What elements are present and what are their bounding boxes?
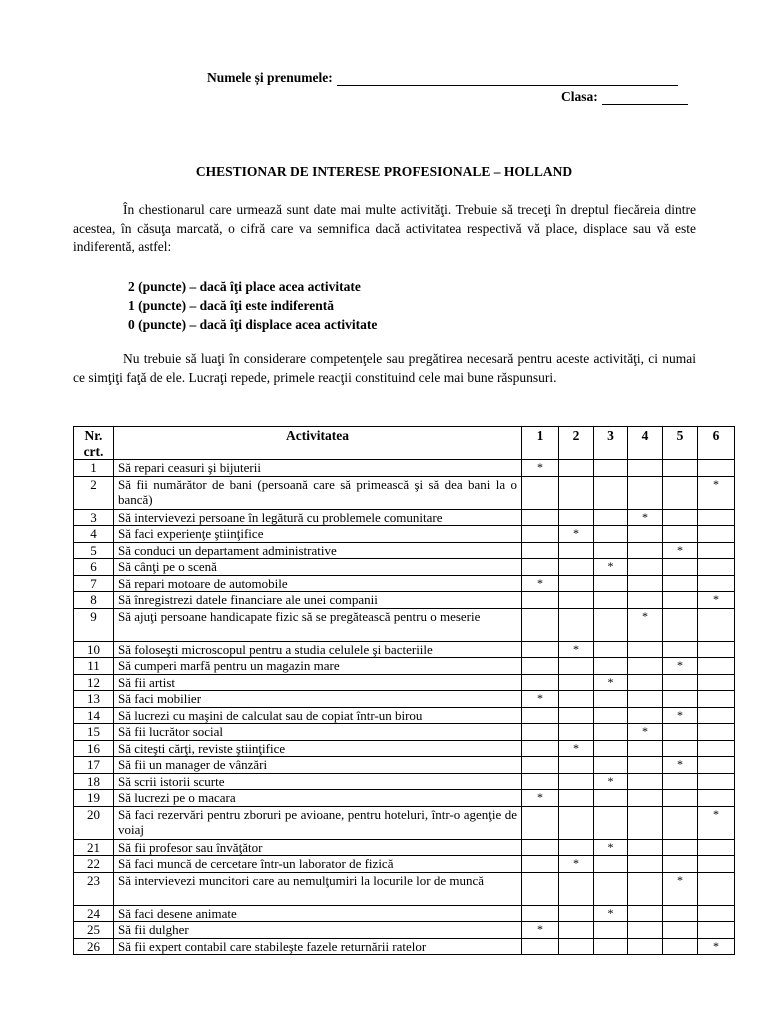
row-number: 1 [74, 460, 114, 477]
row-activity: Să fii dulgher [114, 922, 522, 939]
answer-cell-col-4[interactable] [628, 542, 663, 559]
answer-cell-col-5[interactable] [663, 790, 698, 807]
answer-cell-col-5[interactable] [663, 460, 698, 477]
answer-cell-col-1[interactable] [522, 691, 559, 708]
answer-cell-col-4[interactable] [628, 905, 663, 922]
answer-cell-col-6[interactable] [698, 641, 735, 658]
answer-cell-col-4[interactable] [628, 806, 663, 839]
class-blank-line[interactable] [602, 90, 688, 105]
score-1-line: 1 (puncte) – dacă îţi este indiferentă [128, 298, 334, 313]
row-activity: Să înregistrezi datele financiare ale unei companii [114, 592, 522, 609]
table-row [74, 740, 735, 757]
table-row [74, 922, 735, 939]
answer-cell-col-2[interactable] [559, 922, 594, 939]
row-number: 22 [74, 856, 114, 873]
answer-cell-col-6[interactable] [698, 740, 735, 757]
header-col-3: 3 [594, 427, 628, 460]
class-label: Clasa: [561, 89, 598, 104]
answer-cell-col-4[interactable] [628, 757, 663, 774]
answer-cell-col-6[interactable] [698, 938, 735, 955]
answer-cell-col-3[interactable] [594, 922, 628, 939]
marked-cell-asterisk: * [677, 707, 683, 722]
answer-cell-col-2[interactable] [559, 641, 594, 658]
answer-cell-col-6[interactable] [698, 526, 735, 543]
intro-paragraph: În chestionarul care urmează sunt date mai multe activităţi. Trebuie să treceţi în dreptul fiecăreia dintre acestea, în căsuţa marcată, o cifră care va semnifica dacă activitatea respectivă vă place, displace sau vă este indiferentă, astfel: [73, 202, 696, 254]
marked-cell-asterisk: * [677, 658, 683, 672]
questionnaire-table [73, 426, 735, 955]
marked-cell-asterisk: * [677, 757, 683, 771]
row-number: 11 [74, 658, 114, 675]
answer-cell-col-6[interactable] [698, 773, 735, 790]
answer-cell-col-2[interactable] [559, 559, 594, 576]
answer-cell-col-5[interactable] [663, 922, 698, 939]
answer-cell-col-1[interactable] [522, 922, 559, 939]
answer-cell-col-5[interactable] [663, 674, 698, 691]
answer-cell-col-6[interactable] [698, 575, 735, 592]
answer-cell-col-3[interactable] [594, 674, 628, 691]
answer-cell-col-6[interactable] [698, 476, 735, 509]
answer-cell-col-3[interactable] [594, 476, 628, 509]
answer-cell-col-1[interactable] [522, 460, 559, 477]
answer-cell-col-3[interactable] [594, 691, 628, 708]
answer-cell-col-2[interactable] [559, 740, 594, 757]
answer-cell-col-3[interactable] [594, 559, 628, 576]
answer-cell-col-3[interactable] [594, 724, 628, 741]
table-row [74, 674, 735, 691]
marked-cell-asterisk: * [573, 641, 579, 656]
answer-cell-col-4[interactable] [628, 674, 663, 691]
answer-cell-col-4[interactable] [628, 476, 663, 509]
answer-cell-col-4[interactable] [628, 938, 663, 955]
answer-cell-col-2[interactable] [559, 856, 594, 873]
answer-cell-col-2[interactable] [559, 658, 594, 675]
answer-cell-col-5[interactable] [663, 691, 698, 708]
answer-cell-col-4[interactable] [628, 922, 663, 939]
header-nr: Nr. crt. [74, 427, 114, 460]
row-number: 7 [74, 575, 114, 592]
row-number: 20 [74, 806, 114, 839]
marked-cell-asterisk: * [573, 856, 579, 870]
answer-cell-col-3[interactable] [594, 740, 628, 757]
answer-cell-col-3[interactable] [594, 773, 628, 790]
answer-cell-col-2[interactable] [559, 509, 594, 526]
header-col-5: 5 [663, 427, 698, 460]
row-number: 24 [74, 905, 114, 922]
answer-cell-col-4[interactable] [628, 460, 663, 477]
answer-cell-col-1[interactable] [522, 790, 559, 807]
answer-cell-col-2[interactable] [559, 460, 594, 477]
marked-cell-asterisk: * [607, 559, 614, 573]
marked-cell-asterisk: * [642, 509, 648, 524]
row-activity: Să conduci un departament administrative [114, 542, 522, 559]
row-activity: Să fii profesor sau învăţător [114, 839, 522, 856]
answer-cell-col-1[interactable] [522, 641, 559, 658]
answer-cell-col-4[interactable] [628, 872, 663, 905]
row-number: 8 [74, 592, 114, 609]
answer-cell-col-4[interactable] [628, 509, 663, 526]
answer-cell-col-5[interactable] [663, 757, 698, 774]
row-activity: Să foloseşti microscopul pentru a studia celulele şi bacteriile [114, 641, 522, 658]
answer-cell-col-3[interactable] [594, 872, 628, 905]
answer-cell-col-2[interactable] [559, 757, 594, 774]
answer-cell-col-3[interactable] [594, 526, 628, 543]
marked-cell-asterisk: * [537, 922, 543, 936]
score-2-line: 2 (puncte) – dacă îţi place acea activitate [128, 279, 361, 294]
table-row [74, 773, 735, 790]
answer-cell-col-6[interactable] [698, 806, 735, 839]
answer-cell-col-4[interactable] [628, 790, 663, 807]
answer-cell-col-1[interactable] [522, 608, 559, 641]
answer-cell-col-2[interactable] [559, 674, 594, 691]
row-number: 17 [74, 757, 114, 774]
table-row [74, 757, 735, 774]
answer-cell-col-6[interactable] [698, 509, 735, 526]
answer-cell-col-5[interactable] [663, 839, 698, 856]
marked-cell-asterisk: * [713, 592, 719, 606]
answer-cell-col-3[interactable] [594, 905, 628, 922]
row-activity: Să intervievezi persoane în legătură cu problemele comunitare [114, 509, 522, 526]
score-0-line: 0 (puncte) – dacă îţi displace acea activitate [128, 317, 378, 332]
answer-cell-col-2[interactable] [559, 476, 594, 509]
table-row [74, 905, 735, 922]
answer-cell-col-3[interactable] [594, 641, 628, 658]
marked-cell-asterisk: * [642, 724, 648, 738]
marked-cell-asterisk: * [537, 575, 543, 590]
answer-cell-col-5[interactable] [663, 724, 698, 741]
table-row [74, 856, 735, 873]
table-row [74, 691, 735, 708]
answer-cell-col-6[interactable] [698, 757, 735, 774]
answer-cell-col-2[interactable] [559, 707, 594, 724]
answer-cell-col-4[interactable] [628, 658, 663, 675]
answer-cell-col-2[interactable] [559, 872, 594, 905]
marked-cell-asterisk: * [677, 542, 683, 557]
answer-cell-col-3[interactable] [594, 938, 628, 955]
answer-cell-col-3[interactable] [594, 806, 628, 839]
answer-cell-col-4[interactable] [628, 575, 663, 592]
answer-cell-col-6[interactable] [698, 872, 735, 905]
answer-cell-col-3[interactable] [594, 592, 628, 609]
answer-cell-col-6[interactable] [698, 724, 735, 741]
answer-cell-col-1[interactable] [522, 938, 559, 955]
row-activity: Să citeşti cărţi, reviste ştiinţifice [114, 740, 522, 757]
answer-cell-col-4[interactable] [628, 526, 663, 543]
marked-cell-asterisk: * [537, 460, 543, 474]
answer-cell-col-5[interactable] [663, 592, 698, 609]
answer-cell-col-6[interactable] [698, 922, 735, 939]
answer-cell-col-1[interactable] [522, 856, 559, 873]
answer-cell-col-1[interactable] [522, 575, 559, 592]
answer-cell-col-1[interactable] [522, 724, 559, 741]
score-legend [128, 277, 377, 334]
answer-cell-col-1[interactable] [522, 559, 559, 576]
answer-cell-col-2[interactable] [559, 608, 594, 641]
answer-cell-col-5[interactable] [663, 707, 698, 724]
row-activity: Să scrii istorii scurte [114, 773, 522, 790]
answer-cell-col-4[interactable] [628, 691, 663, 708]
answer-cell-col-3[interactable] [594, 509, 628, 526]
marked-cell-asterisk: * [537, 790, 543, 804]
answer-cell-col-6[interactable] [698, 856, 735, 873]
row-activity: Să faci rezervări pentru zboruri pe avioane, pentru hoteluri, într-o agenţie de voiaj [114, 806, 522, 839]
row-activity: Să lucrezi cu maşini de calculat sau de copiat într-un birou [114, 707, 522, 724]
answer-cell-col-1[interactable] [522, 806, 559, 839]
answer-cell-col-5[interactable] [663, 740, 698, 757]
name-field [207, 70, 678, 86]
answer-cell-col-2[interactable] [559, 790, 594, 807]
row-number: 23 [74, 872, 114, 905]
marked-cell-asterisk: * [537, 691, 543, 705]
row-number: 10 [74, 641, 114, 658]
table-body [74, 460, 735, 955]
answer-cell-col-1[interactable] [522, 757, 559, 774]
table-row [74, 641, 735, 658]
row-number: 5 [74, 542, 114, 559]
answer-cell-col-1[interactable] [522, 658, 559, 675]
name-label: Numele și prenumele: [207, 70, 333, 85]
row-activity: Să repari ceasuri şi bijuterii [114, 460, 522, 477]
answer-cell-col-5[interactable] [663, 476, 698, 509]
row-activity: Să fii numărător de bani (persoană care să primească şi să dea bani la o bancă) [114, 476, 522, 509]
answer-cell-col-1[interactable] [522, 526, 559, 543]
row-activity: Să faci desene animate [114, 905, 522, 922]
table-row [74, 938, 735, 955]
table-row [74, 806, 735, 839]
answer-cell-col-5[interactable] [663, 608, 698, 641]
row-number: 15 [74, 724, 114, 741]
header-col-6: 6 [698, 427, 735, 460]
row-number: 13 [74, 691, 114, 708]
answer-cell-col-4[interactable] [628, 641, 663, 658]
row-number: 19 [74, 790, 114, 807]
answer-cell-col-5[interactable] [663, 856, 698, 873]
table-row [74, 559, 735, 576]
answer-cell-col-1[interactable] [522, 707, 559, 724]
answer-cell-col-5[interactable] [663, 542, 698, 559]
answer-cell-col-5[interactable] [663, 806, 698, 839]
answer-cell-col-1[interactable] [522, 509, 559, 526]
answer-cell-col-6[interactable] [698, 658, 735, 675]
answer-cell-col-3[interactable] [594, 608, 628, 641]
answer-cell-col-3[interactable] [594, 707, 628, 724]
marked-cell-asterisk: * [573, 526, 579, 540]
row-number: 26 [74, 938, 114, 955]
row-number: 2 [74, 476, 114, 509]
answer-cell-col-2[interactable] [559, 905, 594, 922]
answer-cell-col-1[interactable] [522, 542, 559, 559]
row-activity: Să faci mobilier [114, 691, 522, 708]
table-row [74, 790, 735, 807]
answer-cell-col-6[interactable] [698, 905, 735, 922]
answer-cell-col-4[interactable] [628, 592, 663, 609]
answer-cell-col-1[interactable] [522, 872, 559, 905]
row-activity: Să fii un manager de vânzări [114, 757, 522, 774]
row-activity: Să repari motoare de automobile [114, 575, 522, 592]
table-row [74, 509, 735, 526]
row-number: 25 [74, 922, 114, 939]
answer-cell-col-6[interactable] [698, 790, 735, 807]
answer-cell-col-5[interactable] [663, 509, 698, 526]
answer-cell-col-5[interactable] [663, 773, 698, 790]
table-row [74, 542, 735, 559]
answer-cell-col-3[interactable] [594, 542, 628, 559]
header-col-1: 1 [522, 427, 559, 460]
row-activity: Să cumperi marfă pentru un magazin mare [114, 658, 522, 675]
answer-cell-col-4[interactable] [628, 724, 663, 741]
answer-cell-col-4[interactable] [628, 839, 663, 856]
answer-cell-col-5[interactable] [663, 938, 698, 955]
header-col-4: 4 [628, 427, 663, 460]
marked-cell-asterisk: * [713, 938, 719, 953]
marked-cell-asterisk: * [607, 905, 614, 920]
answer-cell-col-1[interactable] [522, 905, 559, 922]
answer-cell-col-4[interactable] [628, 740, 663, 757]
answer-cell-col-4[interactable] [628, 559, 663, 576]
table-row [74, 707, 735, 724]
answer-cell-col-6[interactable] [698, 691, 735, 708]
marked-cell-asterisk: * [607, 773, 614, 788]
answer-cell-col-5[interactable] [663, 641, 698, 658]
answer-cell-col-5[interactable] [663, 559, 698, 576]
answer-cell-col-6[interactable] [698, 592, 735, 609]
answer-cell-col-2[interactable] [559, 938, 594, 955]
answer-cell-col-5[interactable] [663, 575, 698, 592]
answer-cell-col-6[interactable] [698, 674, 735, 691]
answer-cell-col-3[interactable] [594, 757, 628, 774]
marked-cell-asterisk: * [573, 740, 579, 755]
row-activity: Să intervievezi muncitori care au nemulţumiri la locurile lor de muncă [114, 872, 522, 905]
answer-cell-col-1[interactable] [522, 674, 559, 691]
answer-cell-col-2[interactable] [559, 542, 594, 559]
answer-cell-col-4[interactable] [628, 773, 663, 790]
answer-cell-col-3[interactable] [594, 658, 628, 675]
table-row [74, 724, 735, 741]
row-number: 21 [74, 839, 114, 856]
marked-cell-asterisk: * [607, 839, 614, 854]
table-row [74, 575, 735, 592]
marked-cell-asterisk: * [713, 476, 719, 491]
marked-cell-asterisk: * [607, 674, 614, 689]
answer-cell-col-2[interactable] [559, 839, 594, 856]
row-activity: Să cânţi pe o scenă [114, 559, 522, 576]
answer-cell-col-2[interactable] [559, 691, 594, 708]
row-number: 3 [74, 509, 114, 526]
answer-cell-col-6[interactable] [698, 559, 735, 576]
row-number: 9 [74, 608, 114, 641]
answer-cell-col-3[interactable] [594, 460, 628, 477]
answer-cell-col-6[interactable] [698, 608, 735, 641]
answer-cell-col-6[interactable] [698, 839, 735, 856]
table-row [74, 476, 735, 509]
row-activity: Să lucrezi pe o macara [114, 790, 522, 807]
marked-cell-asterisk: * [677, 872, 683, 887]
table-header-row [74, 427, 735, 460]
instructions-paragraph: Nu trebuie să luaţi în considerare competenţele sau pregătirea necesară pentru aceste activităţi, ci numai ce simţiţi faţă de ele. Lucraţi repede, primele reacţii constituind cele mai bune răspunsuri. [73, 351, 696, 385]
row-activity: Să fii lucrător social [114, 724, 522, 741]
row-number: 16 [74, 740, 114, 757]
name-blank-line[interactable] [337, 71, 678, 86]
answer-cell-col-5[interactable] [663, 658, 698, 675]
class-field [561, 89, 688, 105]
answer-cell-col-1[interactable] [522, 476, 559, 509]
answer-cell-col-1[interactable] [522, 839, 559, 856]
marked-cell-asterisk: * [713, 806, 719, 821]
answer-cell-col-4[interactable] [628, 608, 663, 641]
row-activity: Să fii expert contabil care stabileşte fazele returnării ratelor [114, 938, 522, 955]
row-number: 12 [74, 674, 114, 691]
table-row [74, 658, 735, 675]
answer-cell-col-4[interactable] [628, 856, 663, 873]
answer-cell-col-3[interactable] [594, 839, 628, 856]
answer-cell-col-2[interactable] [559, 724, 594, 741]
answer-cell-col-1[interactable] [522, 740, 559, 757]
row-number: 6 [74, 559, 114, 576]
document-title: CHESTIONAR DE INTERESE PROFESIONALE – HOLLAND [195, 164, 573, 179]
answer-cell-col-6[interactable] [698, 460, 735, 477]
answer-cell-col-1[interactable] [522, 592, 559, 609]
table-row [74, 526, 735, 543]
answer-cell-col-2[interactable] [559, 806, 594, 839]
table-row [74, 608, 735, 641]
row-activity: Să ajuţi persoane handicapate fizic să se pregătească pentru o meserie [114, 608, 522, 641]
table-row [74, 460, 735, 477]
answer-cell-col-2[interactable] [559, 575, 594, 592]
answer-cell-col-5[interactable] [663, 905, 698, 922]
table-row [74, 839, 735, 856]
answer-cell-col-3[interactable] [594, 856, 628, 873]
table-row [74, 592, 735, 609]
answer-cell-col-2[interactable] [559, 592, 594, 609]
answer-cell-col-6[interactable] [698, 542, 735, 559]
answer-cell-col-3[interactable] [594, 575, 628, 592]
row-activity: Să faci experienţe ştiinţifice [114, 526, 522, 543]
answer-cell-col-2[interactable] [559, 526, 594, 543]
header-col-2: 2 [559, 427, 594, 460]
answer-cell-col-6[interactable] [698, 707, 735, 724]
row-activity: Să fii artist [114, 674, 522, 691]
answer-cell-col-2[interactable] [559, 773, 594, 790]
header-activity: Activitatea [114, 427, 522, 460]
marked-cell-asterisk: * [642, 608, 648, 623]
row-number: 14 [74, 707, 114, 724]
row-activity: Să faci muncă de cercetare într-un laborator de fizică [114, 856, 522, 873]
answer-cell-col-4[interactable] [628, 707, 663, 724]
answer-cell-col-1[interactable] [522, 773, 559, 790]
answer-cell-col-3[interactable] [594, 790, 628, 807]
answer-cell-col-5[interactable] [663, 872, 698, 905]
table-row [74, 872, 735, 905]
answer-cell-col-5[interactable] [663, 526, 698, 543]
row-number: 4 [74, 526, 114, 543]
row-number: 18 [74, 773, 114, 790]
